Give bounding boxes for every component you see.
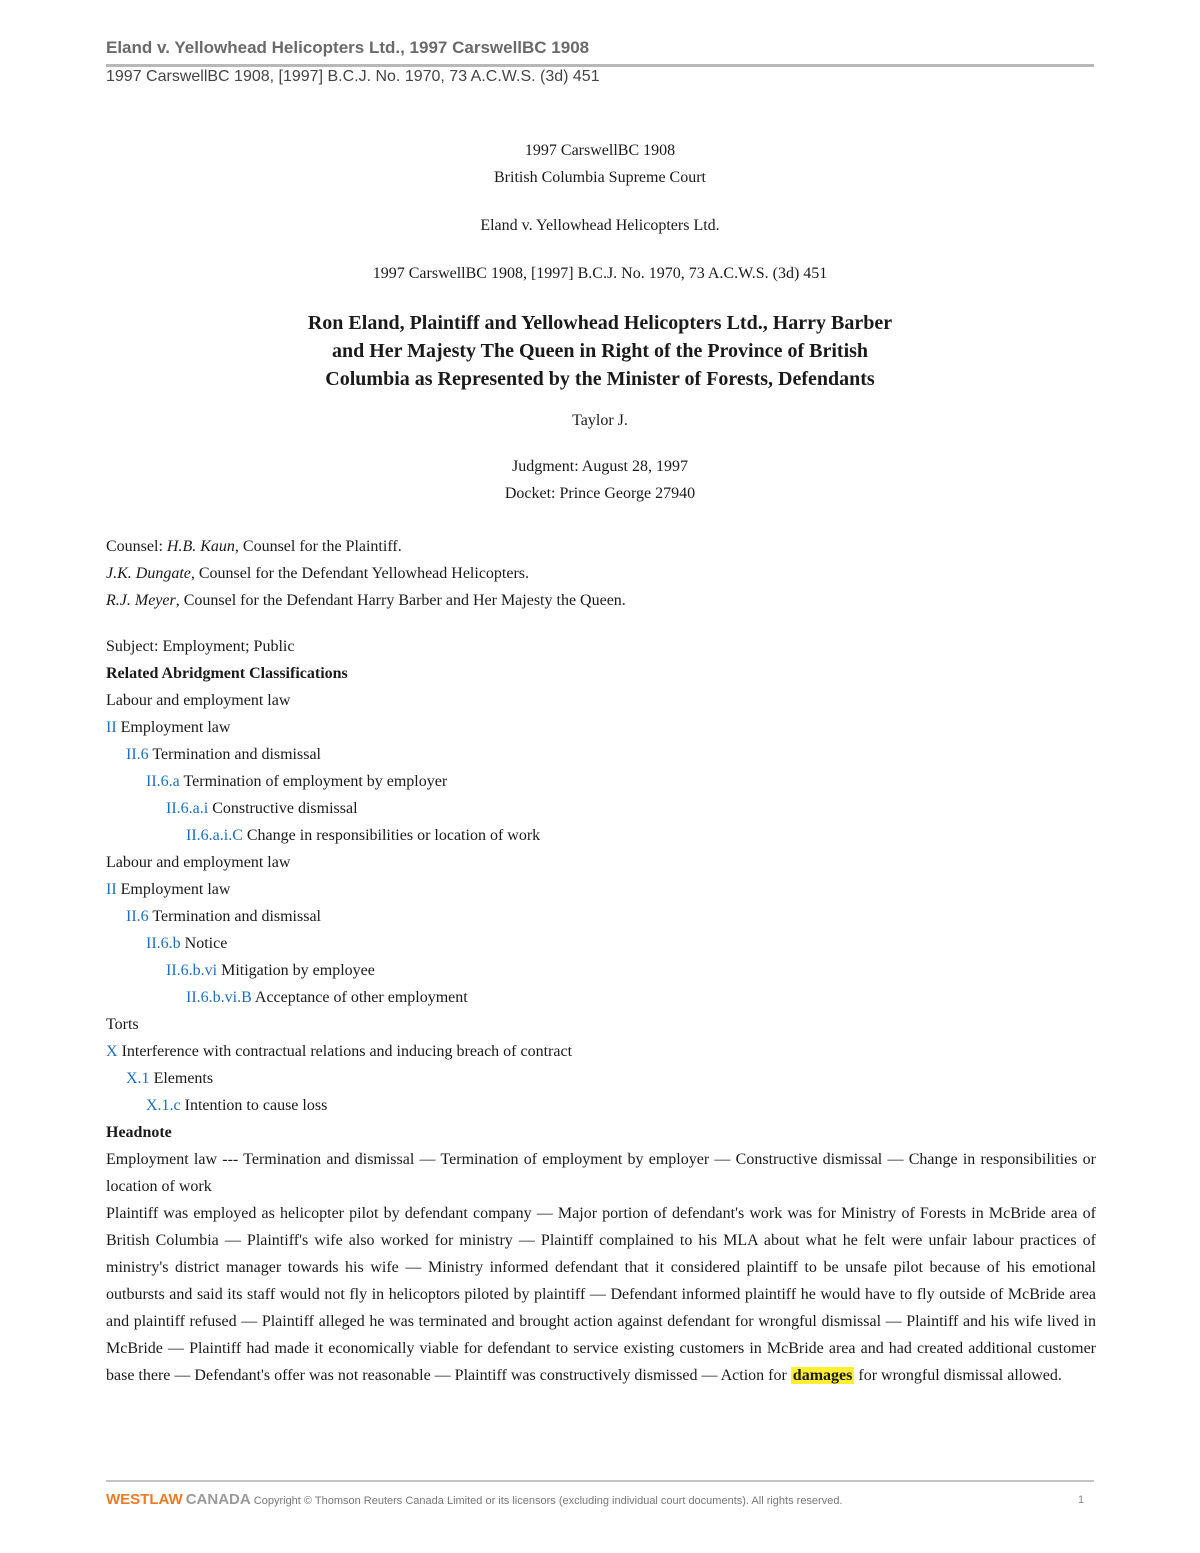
classification-link[interactable]: X.1.c bbox=[146, 1097, 181, 1114]
classification-item bbox=[106, 687, 1096, 714]
classification-text: Labour and employment law bbox=[106, 692, 291, 709]
search-highlight: damages bbox=[792, 1367, 853, 1384]
parties-block bbox=[106, 309, 1094, 393]
classification-link[interactable]: X bbox=[106, 1043, 118, 1060]
classification-text: Notice bbox=[180, 935, 228, 952]
parties-line: Ron Eland, Plaintiff and Yellowhead Helicopters Ltd., Harry Barber bbox=[307, 312, 893, 334]
parties-line: Columbia as Represented by the Minister of Forests, Defendants bbox=[325, 368, 875, 390]
classification-item bbox=[106, 984, 1096, 1011]
subject-line: Subject: Employment; Public bbox=[106, 638, 295, 655]
classification-item bbox=[106, 930, 1096, 957]
counsel-name: H.B. Kaun bbox=[166, 538, 235, 555]
counsel-line bbox=[106, 533, 1096, 560]
classification-item bbox=[106, 876, 1096, 903]
classification-item bbox=[106, 768, 1096, 795]
page-number: 1 bbox=[1078, 1494, 1085, 1506]
classification-item bbox=[106, 957, 1096, 984]
westlaw-logo: WESTLAW bbox=[106, 1491, 183, 1508]
classification-link[interactable]: X.1 bbox=[126, 1070, 150, 1087]
headnote-heading: Headnote bbox=[106, 1124, 172, 1141]
classification-item bbox=[106, 849, 1096, 876]
classifications-heading: Related Abridgment Classifications bbox=[106, 665, 348, 682]
counsel-role: , Counsel for the Defendant Harry Barber and Her Majesty the Queen. bbox=[175, 592, 626, 609]
classification-item bbox=[106, 1011, 1096, 1038]
counsel-name: J.K. Dungate bbox=[106, 565, 191, 582]
case-short-name: Eland v. Yellowhead Helicopters Ltd. bbox=[480, 217, 720, 234]
classification-link[interactable]: II.6.b bbox=[146, 935, 181, 952]
classification-text: Mitigation by employee bbox=[217, 962, 375, 979]
document-body bbox=[106, 533, 1096, 1389]
court-name: British Columbia Supreme Court bbox=[494, 169, 706, 186]
classification-text: Torts bbox=[106, 1016, 139, 1033]
headnote-paragraph bbox=[106, 1200, 1096, 1389]
classification-text: Interference with contractual relations and inducing breach of contract bbox=[117, 1043, 573, 1060]
classification-link[interactable]: II.6.a.i.C bbox=[186, 827, 243, 844]
counsel-role: , Counsel for the Plaintiff. bbox=[234, 538, 402, 555]
counsel-line bbox=[106, 560, 1096, 587]
classification-text: Constructive dismissal bbox=[208, 800, 358, 817]
classification-link[interactable]: II.6.b.vi.B bbox=[186, 989, 252, 1006]
counsel-name: R.J. Meyer bbox=[106, 592, 176, 609]
classification-item bbox=[106, 795, 1096, 822]
counsel-label: Counsel: bbox=[106, 538, 163, 555]
classification-text: Change in responsibilities or location of work bbox=[242, 827, 541, 844]
judge-name: Taylor J. bbox=[572, 412, 628, 429]
classification-item bbox=[106, 1038, 1096, 1065]
classification-link[interactable]: II bbox=[106, 719, 117, 736]
classification-text: Elements bbox=[149, 1070, 214, 1087]
headnote-text: for wrongful dismissal allowed. bbox=[854, 1367, 1062, 1384]
counsel-role: , Counsel for the Defendant Yellowhead Helicopters. bbox=[190, 565, 530, 582]
header-title: Eland v. Yellowhead Helicopters Ltd., 1997 CarswellBC 1908 bbox=[106, 38, 590, 57]
copyright-text: Copyright © Thomson Reuters Canada Limited or its licensors (excluding individual court documents). All rights reserved. bbox=[253, 1495, 843, 1507]
classification-item bbox=[106, 903, 1096, 930]
classification-item bbox=[106, 1092, 1096, 1119]
classification-text: Acceptance of other employment bbox=[251, 989, 468, 1006]
classification-text: Employment law bbox=[116, 881, 231, 898]
classification-text: Labour and employment law bbox=[106, 854, 291, 871]
classification-item bbox=[106, 1065, 1096, 1092]
classification-text: Intention to cause loss bbox=[180, 1097, 328, 1114]
classification-link[interactable]: II.6 bbox=[126, 746, 149, 763]
classification-text: Termination and dismissal bbox=[148, 746, 321, 763]
classification-item bbox=[106, 741, 1096, 768]
classification-text: Termination and dismissal bbox=[148, 908, 321, 925]
headnote-paragraph: Employment law --- Termination and dismissal — Termination of employment by employer — Constructive dismissal — Change in responsibilities or location of work bbox=[106, 1151, 1096, 1195]
case-citation: 1997 CarswellBC 1908 bbox=[524, 142, 676, 159]
header-citation: 1997 CarswellBC 1908, [1997] B.C.J. No. 1970, 73 A.C.W.S. (3d) 451 bbox=[106, 68, 600, 85]
case-full-citation: 1997 CarswellBC 1908, [1997] B.C.J. No. 1970, 73 A.C.W.S. (3d) 451 bbox=[372, 265, 828, 282]
classification-link[interactable]: II bbox=[106, 881, 117, 898]
classification-link[interactable]: II.6.a.i bbox=[166, 800, 209, 817]
classification-text: Termination of employment by employer bbox=[179, 773, 448, 790]
classification-item bbox=[106, 714, 1096, 741]
docket-number: Docket: Prince George 27940 bbox=[504, 485, 696, 502]
canada-logo: CANADA bbox=[185, 1491, 251, 1508]
judgment-date: Judgment: August 28, 1997 bbox=[511, 458, 688, 475]
headnote-text: Plaintiff was employed as helicopter pilot by defendant company — Major portion of defendant's work was for Ministry of Forests in McBride area of British Columbia — Plaintiff's wife also worked for ministry — Plaintiff complained to his MLA about what he felt were unfair labour practices of ministry's district manager towards his wife — Ministry informed defendant that it considered plaintiff to be unsafe pilot because of his emotional outbursts and said its staff would not fly in helicoptors piloted by plaintiff — Defendant informed plaintiff he would have to fly outside of McBride area and plaintiff refused — Plaintiff alleged he was terminated and brought action against defendant for wrongful dismissal — Plaintiff and his wife lived in McBride — Plaintiff had made it economically viable for defendant to service existing customers in McBride area and had created additional customer base there — Defendant's offer was not reasonable — Plaintiff was constructively dismissed — Action for bbox=[106, 1205, 1096, 1384]
classification-text: Employment law bbox=[116, 719, 231, 736]
classification-link[interactable]: II.6 bbox=[126, 908, 149, 925]
footer-divider bbox=[106, 1480, 1094, 1482]
parties-line: and Her Majesty The Queen in Right of the Province of British bbox=[331, 340, 869, 362]
header-divider bbox=[106, 64, 1094, 67]
counsel-line bbox=[106, 587, 1096, 614]
classification-link[interactable]: II.6.b.vi bbox=[166, 962, 218, 979]
footer bbox=[106, 1491, 843, 1508]
classification-item bbox=[106, 822, 1096, 849]
classification-link[interactable]: II.6.a bbox=[146, 773, 180, 790]
